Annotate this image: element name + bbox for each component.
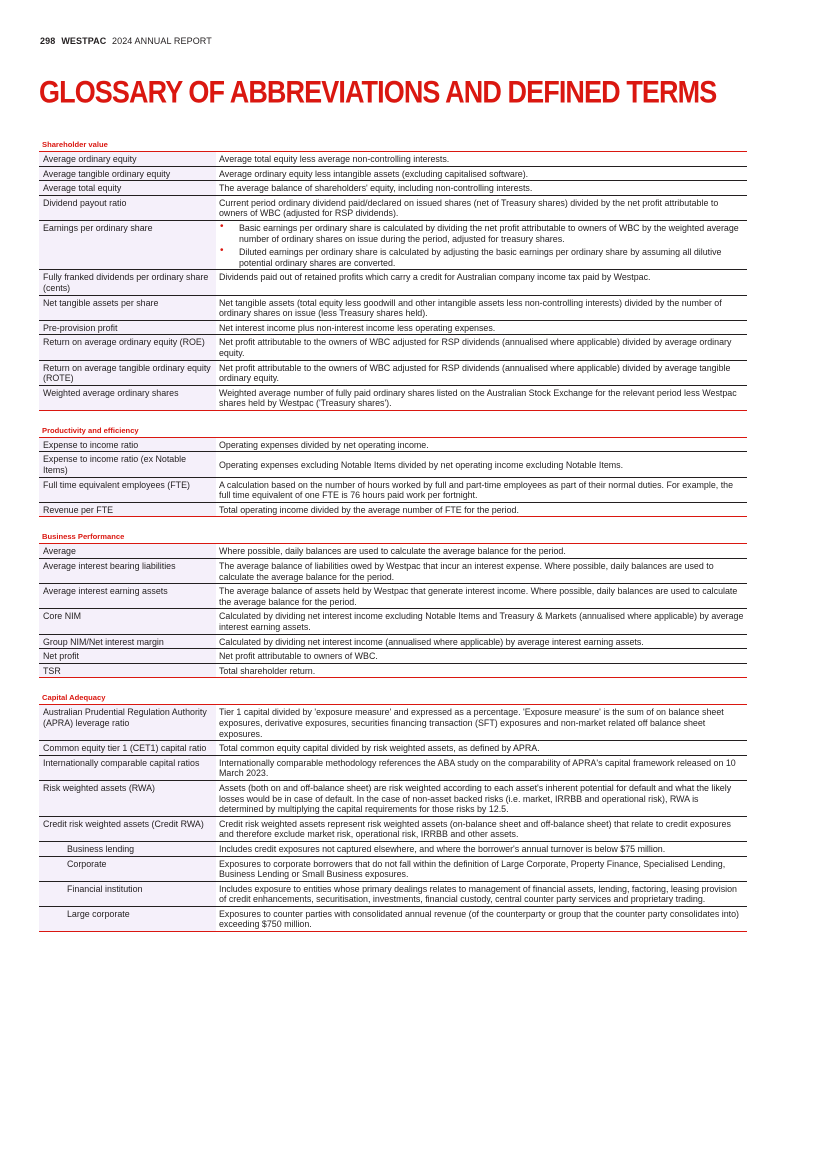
- section-title: Business Performance: [39, 530, 747, 544]
- term: Average interest earning assets: [39, 584, 216, 609]
- bullet-item: • Basic earnings per ordinary share is calculated by dividing the net profit attributable to owners of WBC by the weighted average number of ordinary shares on issue during the period, adjusted for treasury shares.: [219, 223, 744, 244]
- term: Financial institution: [39, 881, 216, 906]
- table-row: [39, 649, 747, 664]
- term: Average: [39, 544, 216, 558]
- table-row: [39, 544, 747, 558]
- term: Group NIM/Net interest margin: [39, 634, 216, 649]
- table-row: [39, 663, 747, 678]
- table-row: [39, 816, 747, 841]
- definition: Includes credit exposures not captured elsewhere, and where the borrower's annual turnover is below $75 million.: [216, 841, 747, 856]
- definition: Credit risk weighted assets represent risk weighted assets (on-balance sheet and off-balance sheet) that relate to credit exposures and therefore exclude market risk, operational risk, IRRBB and other assets.: [216, 816, 747, 841]
- definition: Exposures to counter parties with consolidated annual revenue (of the counterparty or group that the counter party consolidates into) exceeding $750 million.: [216, 906, 747, 931]
- definition: Calculated by dividing net interest income excluding Notable Items and Treasury & Markets (annualised where applicable) by average interest earning assets.: [216, 609, 747, 634]
- definition: Total common equity capital divided by risk weighted assets, as defined by APRA.: [216, 741, 747, 756]
- term: Pre-provision profit: [39, 320, 216, 335]
- term: Earnings per ordinary share: [39, 220, 216, 269]
- table-row: [39, 295, 747, 320]
- term: Expense to income ratio (ex Notable Items): [39, 452, 216, 477]
- term: Expense to income ratio: [39, 438, 216, 452]
- term: Net profit: [39, 649, 216, 664]
- table-row: [39, 195, 747, 220]
- glossary-table: [39, 544, 747, 678]
- table-row: [39, 841, 747, 856]
- definition: Exposures to corporate borrowers that do not fall within the definition of Large Corporate, Property Finance, Specialised Lending, Business Lending or Small Business exposures.: [216, 856, 747, 881]
- table-row: [39, 634, 747, 649]
- table-row: [39, 166, 747, 181]
- term: Return on average ordinary equity (ROE): [39, 335, 216, 360]
- term: Average ordinary equity: [39, 152, 216, 166]
- table-row: [39, 270, 747, 295]
- definition: Net profit attributable to the owners of WBC adjusted for RSP dividends (annualised where applicable) divided by average ordinary equity.: [216, 335, 747, 360]
- table-row: [39, 320, 747, 335]
- page-header: [40, 36, 212, 46]
- definition: A calculation based on the number of hours worked by full and part-time employees as part of their normal duties. For example, the full time equivalent of one FTE is 76 hours paid work per fortnight.: [216, 477, 747, 502]
- table-row: [39, 477, 747, 502]
- table-row: [39, 360, 747, 385]
- term: Risk weighted assets (RWA): [39, 780, 216, 816]
- definition: Internationally comparable methodology references the ABA study on the comparability of APRA's capital framework released on 10 March 2023.: [216, 755, 747, 780]
- table-row: [39, 741, 747, 756]
- term: Common equity tier 1 (CET1) capital ratio: [39, 741, 216, 756]
- table-row: [39, 152, 747, 166]
- term: Fully franked dividends per ordinary share (cents): [39, 270, 216, 295]
- section-business-performance: [39, 530, 747, 678]
- definition: Dividends paid out of retained profits which carry a credit for Australian company income tax paid by Westpac.: [216, 270, 747, 295]
- definition: Average total equity less average non-controlling interests.: [216, 152, 747, 166]
- term: Credit risk weighted assets (Credit RWA): [39, 816, 216, 841]
- table-row: [39, 438, 747, 452]
- term: Average interest bearing liabilities: [39, 559, 216, 584]
- definition: Current period ordinary dividend paid/declared on issued shares (net of Treasury shares) divided by the net profit attributable to owners of WBC (adjusted for RSP dividends).: [216, 195, 747, 220]
- table-row: [39, 385, 747, 410]
- table-row: [39, 452, 747, 477]
- term: TSR: [39, 663, 216, 678]
- table-row: [39, 584, 747, 609]
- section-title: Shareholder value: [39, 138, 747, 152]
- term: Internationally comparable capital ratios: [39, 755, 216, 780]
- term: Weighted average ordinary shares: [39, 385, 216, 410]
- definition: Net profit attributable to the owners of WBC adjusted for RSP dividends (annualised where applicable) divided by average tangible ordinary equity.: [216, 360, 747, 385]
- report-name: 2024 ANNUAL REPORT: [111, 36, 212, 46]
- term: Large corporate: [39, 906, 216, 931]
- table-row: [39, 705, 747, 740]
- term: Core NIM: [39, 609, 216, 634]
- table-row: [39, 609, 747, 634]
- definition: Calculated by dividing net interest income (annualised where applicable) by average interest earning assets.: [216, 634, 747, 649]
- table-row: [39, 181, 747, 196]
- glossary-table: [39, 705, 747, 932]
- definition: [216, 220, 747, 269]
- section-shareholder-value: [39, 138, 747, 411]
- definition: The average balance of liabilities owed by Westpac that incur an interest expense. Where possible, daily balances are used to calculate the average balance for the period.: [216, 559, 747, 584]
- definition: Operating expenses divided by net operating income.: [216, 438, 747, 452]
- term: Average tangible ordinary equity: [39, 166, 216, 181]
- term: Return on average tangible ordinary equity (ROTE): [39, 360, 216, 385]
- bullet-item: • Diluted earnings per ordinary share is calculated by adjusting the basic earnings per ordinary share by assuming all dilutive potential ordinary shares are converted.: [219, 247, 744, 268]
- definition: Net tangible assets (total equity less goodwill and other intangible assets less non-controlling interests) divided by the number of ordinary shares on issue (less Treasury shares held).: [216, 295, 747, 320]
- table-row: [39, 559, 747, 584]
- table-row: [39, 755, 747, 780]
- definition: Assets (both on and off-balance sheet) are risk weighted according to each asset's inherent potential for default and what the likely losses would be in case of default. In the case of non-asset backed risks (i.e. market, IRRBB and operational risk), RWA is determined by multiplying the capital requirements for those risks by 12.5.: [216, 780, 747, 816]
- glossary-table: [39, 438, 747, 518]
- definition: The average balance of assets held by Westpac that generate interest income. Where possible, daily balances are used to calculate the average balance for the period.: [216, 584, 747, 609]
- term: Net tangible assets per share: [39, 295, 216, 320]
- page-number: 298: [40, 36, 56, 46]
- definition: Average ordinary equity less intangible assets (excluding capitalised software).: [216, 166, 747, 181]
- table-row: [39, 856, 747, 881]
- definition: Where possible, daily balances are used to calculate the average balance for the period.: [216, 544, 747, 558]
- term: Average total equity: [39, 181, 216, 196]
- section-productivity: [39, 424, 747, 518]
- definition: Net interest income plus non-interest income less operating expenses.: [216, 320, 747, 335]
- table-row: [39, 780, 747, 816]
- term: Dividend payout ratio: [39, 195, 216, 220]
- term: Full time equivalent employees (FTE): [39, 477, 216, 502]
- term: Business lending: [39, 841, 216, 856]
- glossary-table: [39, 152, 747, 411]
- definition: Operating expenses excluding Notable Items divided by net operating income excluding Notable Items.: [216, 452, 747, 477]
- definition: Tier 1 capital divided by 'exposure measure' and expressed as a percentage. 'Exposure measure' is the sum of on balance sheet exposures, derivative exposures, securities financing transaction (SFT) exposures and non-market related off balance sheet exposures.: [216, 705, 747, 740]
- table-row: [39, 335, 747, 360]
- table-row: [39, 502, 747, 517]
- definition: Total operating income divided by the average number of FTE for the period.: [216, 502, 747, 517]
- definition: The average balance of shareholders' equity, including non-controlling interests.: [216, 181, 747, 196]
- term: Corporate: [39, 856, 216, 881]
- brand-name: WESTPAC: [61, 36, 107, 46]
- table-row: [39, 906, 747, 931]
- definition: Total shareholder return.: [216, 663, 747, 678]
- section-title: Productivity and efficiency: [39, 424, 747, 438]
- table-row: [39, 220, 747, 269]
- bullet-list: [219, 223, 744, 268]
- section-capital-adequacy: [39, 691, 747, 932]
- glossary: [39, 138, 747, 932]
- term: Revenue per FTE: [39, 502, 216, 517]
- page-title: GLOSSARY OF ABBREVIATIONS AND DEFINED TERMS: [39, 74, 717, 110]
- definition: Net profit attributable to owners of WBC.: [216, 649, 747, 664]
- table-row: [39, 881, 747, 906]
- definition: Weighted average number of fully paid ordinary shares listed on the Australian Stock Exchange for the relevant period less Westpac shares held by Westpac ('Treasury shares').: [216, 385, 747, 410]
- section-title: Capital Adequacy: [39, 691, 747, 705]
- definition: Includes exposure to entities whose primary dealings relates to management of financial assets, lending, factoring, leasing provision of credit enhancements, securitisation, investments, financial custody, central counter party services and proprietary trading.: [216, 881, 747, 906]
- term: Australian Prudential Regulation Authority (APRA) leverage ratio: [39, 705, 216, 740]
